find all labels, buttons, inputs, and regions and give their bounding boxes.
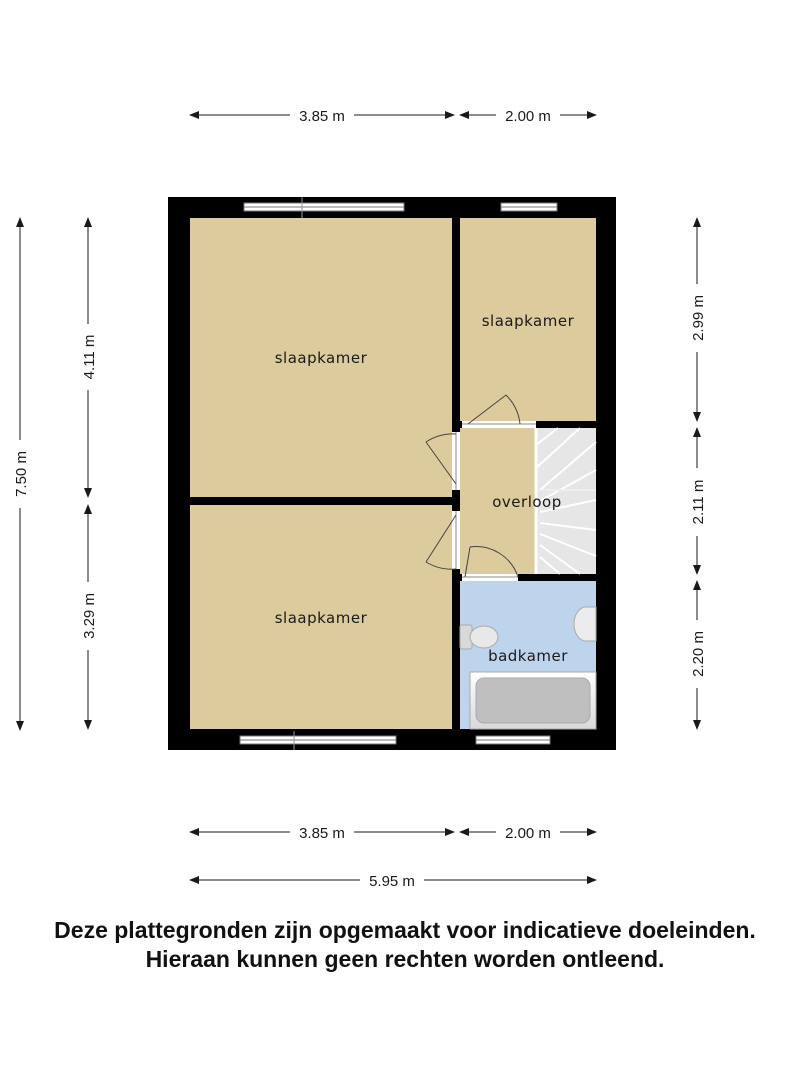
dim-bottom-left: 3.85 m xyxy=(299,825,345,842)
dim-left-lower: 3.29 m xyxy=(81,593,98,639)
bathtub xyxy=(470,672,596,729)
room-label-bedroom-top-left: slaapkamer xyxy=(274,349,368,367)
dim-left-upper: 4.11 m xyxy=(81,334,98,380)
room-label-bedroom-bottom-left: slaapkamer xyxy=(274,609,368,627)
disclaimer xyxy=(0,916,810,974)
dim-right-upper: 2.99 m xyxy=(690,295,707,341)
dim-bottom-total: 5.95 m xyxy=(369,873,415,890)
dim-bottom-right: 2.00 m xyxy=(505,825,551,842)
dim-left-total: 7.50 m xyxy=(13,451,30,497)
disclaimer-line-1: Deze plattegronden zijn opgemaakt voor indicatieve doeleinden. xyxy=(54,917,756,943)
toilet xyxy=(460,625,498,649)
dim-top-left: 3.85 m xyxy=(299,108,345,125)
disclaimer-line-2: Hieraan kunnen geen rechten worden ontleend. xyxy=(145,946,665,972)
dim-right-lower: 2.20 m xyxy=(690,631,707,677)
dim-top-right: 2.00 m xyxy=(505,108,551,125)
room-label-bathroom: badkamer xyxy=(488,647,568,665)
sink xyxy=(574,607,596,641)
dim-right-middle: 2.11 m xyxy=(690,479,707,525)
room-label-bedroom-top-right: slaapkamer xyxy=(481,312,575,330)
room-label-landing: overloop xyxy=(492,493,562,511)
